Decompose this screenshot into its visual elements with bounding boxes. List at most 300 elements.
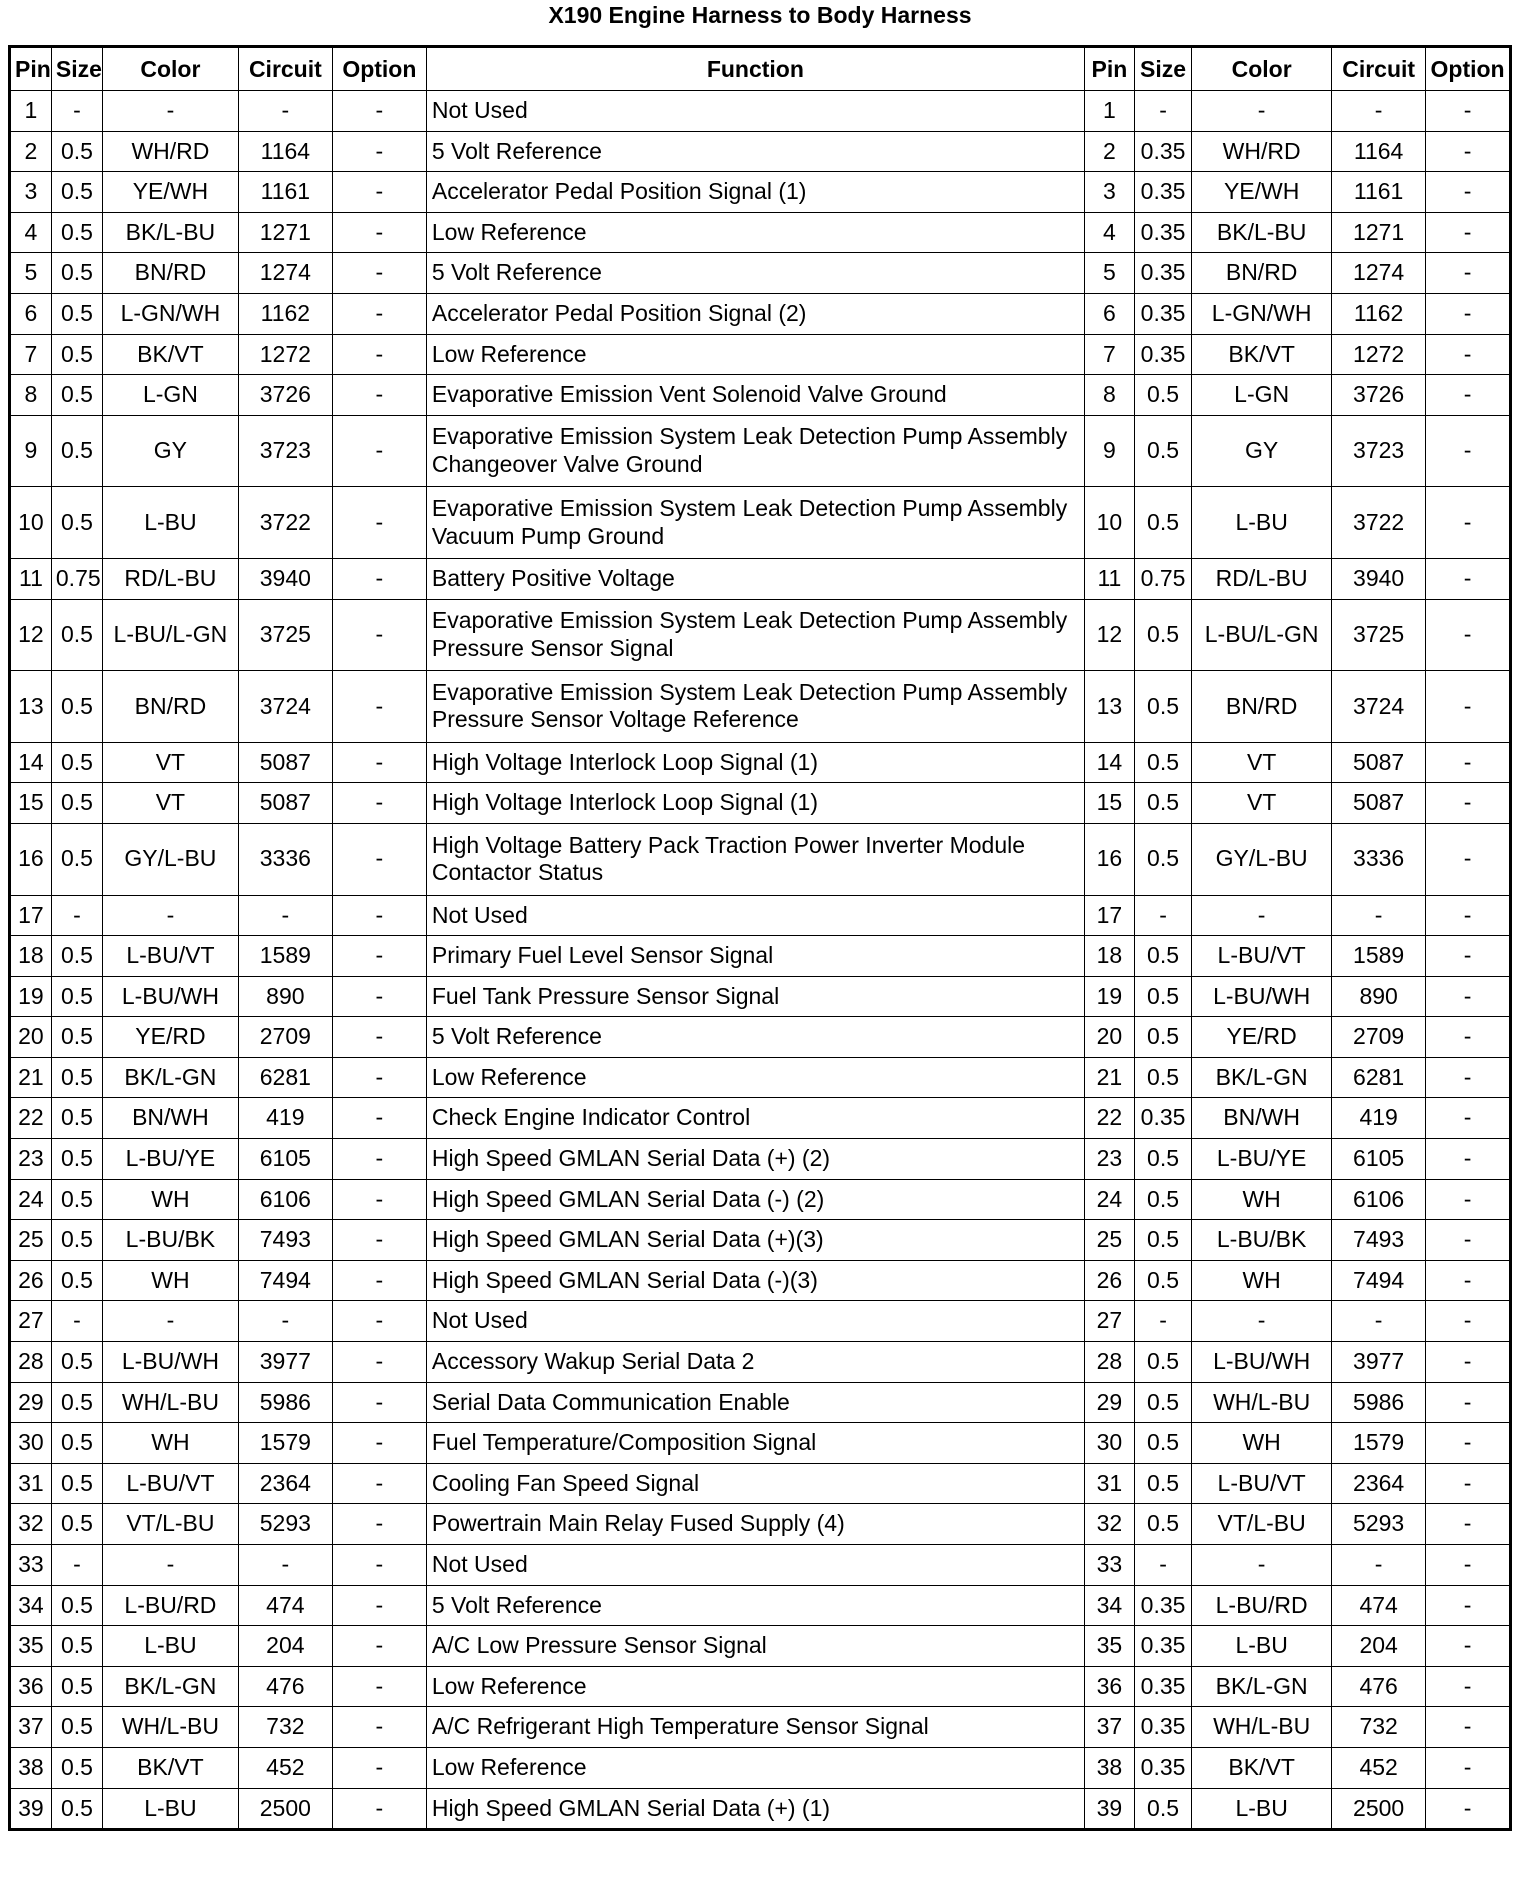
cell-size: 0.5: [51, 599, 102, 671]
cell-circuit: 3977: [238, 1342, 332, 1383]
cell-pin-2: 13: [1084, 671, 1134, 743]
table-row: [10, 1301, 1511, 1342]
cell-size-2: 0.5: [1134, 1504, 1191, 1545]
cell-option-2: -: [1426, 1220, 1511, 1261]
cell-option-2: -: [1426, 1666, 1511, 1707]
cell-circuit: 6105: [238, 1139, 332, 1180]
cell-circuit: 1274: [238, 253, 332, 294]
cell-pin-2: 30: [1084, 1423, 1134, 1464]
cell-color-2: -: [1192, 1545, 1332, 1586]
cell-size: 0.5: [51, 1504, 102, 1545]
cell-size: 0.5: [51, 1057, 102, 1098]
cell-color-2: WH: [1192, 1423, 1332, 1464]
header-option-2: Option: [1426, 47, 1511, 91]
table-row: [10, 742, 1511, 783]
cell-size: -: [51, 895, 102, 936]
cell-option-2: -: [1426, 1057, 1511, 1098]
cell-circuit-2: 5087: [1332, 783, 1426, 824]
cell-pin-2: 36: [1084, 1666, 1134, 1707]
cell-option: -: [332, 976, 426, 1017]
cell-option-2: -: [1426, 1017, 1511, 1058]
cell-color: WH: [102, 1179, 238, 1220]
cell-pin-2: 12: [1084, 599, 1134, 671]
cell-color-2: -: [1192, 91, 1332, 132]
cell-option-2: -: [1426, 823, 1511, 895]
cell-size-2: 0.35: [1134, 293, 1191, 334]
cell-option: -: [332, 1585, 426, 1626]
cell-option-2: -: [1426, 742, 1511, 783]
cell-option: -: [332, 1260, 426, 1301]
cell-color: BN/RD: [102, 253, 238, 294]
cell-color-2: WH/L-BU: [1192, 1707, 1332, 1748]
cell-color-2: VT: [1192, 783, 1332, 824]
cell-pin: 10: [10, 487, 52, 559]
cell-pin-2: 39: [1084, 1788, 1134, 1830]
cell-option-2: -: [1426, 936, 1511, 977]
cell-option: -: [332, 1057, 426, 1098]
cell-function: Not Used: [426, 1301, 1084, 1342]
cell-color: -: [102, 1545, 238, 1586]
cell-circuit: -: [238, 1301, 332, 1342]
cell-option-2: -: [1426, 1585, 1511, 1626]
cell-option-2: -: [1426, 1504, 1511, 1545]
table-row: [10, 1666, 1511, 1707]
cell-option-2: -: [1426, 1098, 1511, 1139]
cell-circuit-2: 1161: [1332, 172, 1426, 213]
cell-color: L-BU/RD: [102, 1585, 238, 1626]
cell-option: -: [332, 742, 426, 783]
cell-function: High Speed GMLAN Serial Data (+) (1): [426, 1788, 1084, 1830]
cell-option: -: [332, 1179, 426, 1220]
cell-circuit-2: 3725: [1332, 599, 1426, 671]
cell-color: BK/VT: [102, 334, 238, 375]
cell-pin: 19: [10, 976, 52, 1017]
cell-option: -: [332, 487, 426, 559]
cell-color-2: BK/L-GN: [1192, 1057, 1332, 1098]
cell-color: L-BU/WH: [102, 976, 238, 1017]
cell-size-2: 0.5: [1134, 1423, 1191, 1464]
cell-option: -: [332, 172, 426, 213]
cell-circuit-2: 1162: [1332, 293, 1426, 334]
cell-size: 0.5: [51, 1747, 102, 1788]
cell-circuit: -: [238, 1545, 332, 1586]
pinout-rows: [10, 91, 1511, 1830]
cell-size-2: 0.5: [1134, 976, 1191, 1017]
cell-pin: 3: [10, 172, 52, 213]
cell-circuit: 3723: [238, 415, 332, 487]
cell-pin-2: 28: [1084, 1342, 1134, 1383]
cell-function: Evaporative Emission System Leak Detection Pump Assembly Changeover Valve Ground: [426, 415, 1084, 487]
cell-option-2: -: [1426, 1179, 1511, 1220]
cell-pin: 12: [10, 599, 52, 671]
cell-pin: 24: [10, 1179, 52, 1220]
cell-option: -: [332, 599, 426, 671]
cell-size-2: 0.5: [1134, 783, 1191, 824]
cell-circuit: 1162: [238, 293, 332, 334]
cell-function: High Speed GMLAN Serial Data (-)(3): [426, 1260, 1084, 1301]
cell-size: 0.5: [51, 1463, 102, 1504]
cell-size-2: 0.35: [1134, 1585, 1191, 1626]
cell-pin-2: 24: [1084, 1179, 1134, 1220]
cell-circuit-2: 3940: [1332, 558, 1426, 599]
cell-size-2: 0.35: [1134, 253, 1191, 294]
table-row: [10, 936, 1511, 977]
cell-color-2: RD/L-BU: [1192, 558, 1332, 599]
header-color: Color: [102, 47, 238, 91]
cell-pin: 39: [10, 1788, 52, 1830]
cell-size-2: -: [1134, 1545, 1191, 1586]
cell-pin-2: 34: [1084, 1585, 1134, 1626]
cell-circuit-2: 2364: [1332, 1463, 1426, 1504]
cell-color: L-BU/BK: [102, 1220, 238, 1261]
cell-color-2: BK/L-BU: [1192, 212, 1332, 253]
cell-pin: 36: [10, 1666, 52, 1707]
cell-circuit: 1272: [238, 334, 332, 375]
cell-function: Check Engine Indicator Control: [426, 1098, 1084, 1139]
header-size: Size: [51, 47, 102, 91]
cell-option-2: -: [1426, 1342, 1511, 1383]
header-function: Function: [426, 47, 1084, 91]
cell-pin-2: 35: [1084, 1626, 1134, 1667]
cell-option-2: -: [1426, 415, 1511, 487]
cell-function: 5 Volt Reference: [426, 1017, 1084, 1058]
cell-pin: 31: [10, 1463, 52, 1504]
cell-option-2: -: [1426, 599, 1511, 671]
cell-pin-2: 22: [1084, 1098, 1134, 1139]
table-row: [10, 1463, 1511, 1504]
cell-color: BK/L-GN: [102, 1666, 238, 1707]
cell-size-2: 0.5: [1134, 1382, 1191, 1423]
cell-option-2: -: [1426, 1301, 1511, 1342]
cell-function: High Speed GMLAN Serial Data (+)(3): [426, 1220, 1084, 1261]
table-row: [10, 487, 1511, 559]
cell-pin-2: 17: [1084, 895, 1134, 936]
cell-size: 0.5: [51, 1220, 102, 1261]
cell-circuit: 3726: [238, 375, 332, 416]
cell-size-2: -: [1134, 895, 1191, 936]
cell-function: Low Reference: [426, 1747, 1084, 1788]
cell-color-2: L-BU/YE: [1192, 1139, 1332, 1180]
table-row: [10, 293, 1511, 334]
cell-function: 5 Volt Reference: [426, 1585, 1084, 1626]
cell-function: Low Reference: [426, 1057, 1084, 1098]
cell-circuit: 732: [238, 1707, 332, 1748]
cell-color-2: L-BU/VT: [1192, 1463, 1332, 1504]
cell-circuit-2: 452: [1332, 1747, 1426, 1788]
cell-size: 0.5: [51, 1423, 102, 1464]
table-row: [10, 976, 1511, 1017]
cell-color-2: -: [1192, 895, 1332, 936]
cell-size: -: [51, 91, 102, 132]
cell-size-2: 0.5: [1134, 1463, 1191, 1504]
cell-size-2: 0.35: [1134, 172, 1191, 213]
cell-pin-2: 15: [1084, 783, 1134, 824]
cell-size: -: [51, 1301, 102, 1342]
cell-circuit: 474: [238, 1585, 332, 1626]
cell-color: WH: [102, 1423, 238, 1464]
cell-option-2: -: [1426, 131, 1511, 172]
cell-option-2: -: [1426, 1423, 1511, 1464]
cell-option: -: [332, 1139, 426, 1180]
cell-size-2: 0.5: [1134, 1260, 1191, 1301]
cell-color: BN/WH: [102, 1098, 238, 1139]
cell-size: 0.5: [51, 415, 102, 487]
cell-function: High Voltage Interlock Loop Signal (1): [426, 783, 1084, 824]
cell-pin: 25: [10, 1220, 52, 1261]
cell-circuit-2: 3977: [1332, 1342, 1426, 1383]
cell-circuit-2: 7494: [1332, 1260, 1426, 1301]
cell-option-2: -: [1426, 1788, 1511, 1830]
cell-circuit: 7494: [238, 1260, 332, 1301]
cell-option: -: [332, 1098, 426, 1139]
cell-color: -: [102, 1301, 238, 1342]
cell-size: 0.5: [51, 1382, 102, 1423]
cell-circuit-2: 419: [1332, 1098, 1426, 1139]
cell-function: Cooling Fan Speed Signal: [426, 1463, 1084, 1504]
cell-circuit: 3722: [238, 487, 332, 559]
cell-size: 0.75: [51, 558, 102, 599]
cell-option-2: -: [1426, 1747, 1511, 1788]
cell-circuit-2: 3724: [1332, 671, 1426, 743]
cell-pin: 33: [10, 1545, 52, 1586]
cell-option: -: [332, 1463, 426, 1504]
cell-size: 0.5: [51, 1342, 102, 1383]
cell-circuit-2: 6281: [1332, 1057, 1426, 1098]
table-row: [10, 1504, 1511, 1545]
cell-size-2: 0.5: [1134, 1179, 1191, 1220]
cell-circuit-2: 1579: [1332, 1423, 1426, 1464]
cell-pin-2: 32: [1084, 1504, 1134, 1545]
cell-color-2: VT: [1192, 742, 1332, 783]
cell-size: 0.5: [51, 1098, 102, 1139]
cell-option: -: [332, 212, 426, 253]
cell-pin: 32: [10, 1504, 52, 1545]
cell-option: -: [332, 1423, 426, 1464]
table-row: [10, 1382, 1511, 1423]
cell-function: Low Reference: [426, 1666, 1084, 1707]
cell-pin-2: 1: [1084, 91, 1134, 132]
header-circuit-2: Circuit: [1332, 47, 1426, 91]
cell-pin-2: 10: [1084, 487, 1134, 559]
cell-color: L-BU/YE: [102, 1139, 238, 1180]
cell-color-2: WH: [1192, 1260, 1332, 1301]
cell-size-2: 0.5: [1134, 1139, 1191, 1180]
cell-option-2: -: [1426, 487, 1511, 559]
cell-color-2: BK/VT: [1192, 334, 1332, 375]
cell-pin-2: 33: [1084, 1545, 1134, 1586]
cell-color: -: [102, 895, 238, 936]
cell-circuit: 2709: [238, 1017, 332, 1058]
cell-circuit-2: -: [1332, 91, 1426, 132]
header-circuit: Circuit: [238, 47, 332, 91]
cell-function: Evaporative Emission System Leak Detection Pump Assembly Vacuum Pump Ground: [426, 487, 1084, 559]
cell-color-2: GY/L-BU: [1192, 823, 1332, 895]
cell-pin-2: 8: [1084, 375, 1134, 416]
cell-circuit: 476: [238, 1666, 332, 1707]
cell-option: -: [332, 131, 426, 172]
cell-function: A/C Low Pressure Sensor Signal: [426, 1626, 1084, 1667]
cell-option: -: [332, 1747, 426, 1788]
cell-function: A/C Refrigerant High Temperature Sensor Signal: [426, 1707, 1084, 1748]
table-row: [10, 212, 1511, 253]
cell-size: 0.5: [51, 823, 102, 895]
table-row: [10, 1585, 1511, 1626]
cell-size-2: 0.35: [1134, 1707, 1191, 1748]
cell-option: -: [332, 895, 426, 936]
cell-option-2: -: [1426, 1626, 1511, 1667]
cell-circuit: 3940: [238, 558, 332, 599]
cell-function: Primary Fuel Level Sensor Signal: [426, 936, 1084, 977]
cell-function: High Speed GMLAN Serial Data (+) (2): [426, 1139, 1084, 1180]
table-row: [10, 1707, 1511, 1748]
cell-circuit-2: 5986: [1332, 1382, 1426, 1423]
cell-circuit-2: 2709: [1332, 1017, 1426, 1058]
cell-color: YE/WH: [102, 172, 238, 213]
cell-circuit-2: 1272: [1332, 334, 1426, 375]
table-row: [10, 375, 1511, 416]
cell-size: 0.5: [51, 1707, 102, 1748]
cell-size-2: 0.35: [1134, 1747, 1191, 1788]
cell-pin-2: 23: [1084, 1139, 1134, 1180]
table-row: [10, 1098, 1511, 1139]
cell-circuit-2: 204: [1332, 1626, 1426, 1667]
cell-size: 0.5: [51, 742, 102, 783]
cell-color: VT: [102, 783, 238, 824]
cell-circuit: -: [238, 91, 332, 132]
cell-size-2: 0.5: [1134, 375, 1191, 416]
cell-option-2: -: [1426, 1382, 1511, 1423]
cell-option-2: -: [1426, 91, 1511, 132]
cell-option: -: [332, 1666, 426, 1707]
cell-circuit: 5293: [238, 1504, 332, 1545]
cell-color-2: L-BU/L-GN: [1192, 599, 1332, 671]
cell-function: Powertrain Main Relay Fused Supply (4): [426, 1504, 1084, 1545]
cell-color: RD/L-BU: [102, 558, 238, 599]
cell-option-2: -: [1426, 334, 1511, 375]
cell-circuit: 1579: [238, 1423, 332, 1464]
cell-option-2: -: [1426, 783, 1511, 824]
header-pin-2: Pin: [1084, 47, 1134, 91]
cell-color: L-GN: [102, 375, 238, 416]
cell-size: 0.5: [51, 172, 102, 213]
cell-pin-2: 11: [1084, 558, 1134, 599]
cell-pin: 13: [10, 671, 52, 743]
table-row: [10, 671, 1511, 743]
cell-circuit: 1161: [238, 172, 332, 213]
cell-color: WH/L-BU: [102, 1707, 238, 1748]
cell-pin: 21: [10, 1057, 52, 1098]
cell-size: 0.5: [51, 976, 102, 1017]
cell-function: Fuel Tank Pressure Sensor Signal: [426, 976, 1084, 1017]
cell-color: VT/L-BU: [102, 1504, 238, 1545]
cell-option: -: [332, 415, 426, 487]
cell-option: -: [332, 1301, 426, 1342]
cell-circuit-2: 7493: [1332, 1220, 1426, 1261]
cell-option: -: [332, 823, 426, 895]
table-row: [10, 1017, 1511, 1058]
cell-size: 0.5: [51, 1017, 102, 1058]
cell-color-2: L-GN/WH: [1192, 293, 1332, 334]
cell-color-2: WH/L-BU: [1192, 1382, 1332, 1423]
table-row: [10, 131, 1511, 172]
cell-function: Low Reference: [426, 212, 1084, 253]
cell-circuit: 2364: [238, 1463, 332, 1504]
cell-color-2: WH/RD: [1192, 131, 1332, 172]
table-title: X190 Engine Harness to Body Harness: [548, 2, 972, 28]
cell-pin-2: 9: [1084, 415, 1134, 487]
cell-size: 0.5: [51, 1585, 102, 1626]
cell-function: High Speed GMLAN Serial Data (-) (2): [426, 1179, 1084, 1220]
cell-function: Evaporative Emission System Leak Detection Pump Assembly Pressure Sensor Signal: [426, 599, 1084, 671]
cell-circuit: 1271: [238, 212, 332, 253]
cell-option-2: -: [1426, 1260, 1511, 1301]
cell-circuit: -: [238, 895, 332, 936]
table-row: [10, 783, 1511, 824]
cell-option-2: -: [1426, 1463, 1511, 1504]
connector-pinout-table: [8, 45, 1512, 1831]
cell-pin: 8: [10, 375, 52, 416]
cell-color: L-BU/L-GN: [102, 599, 238, 671]
cell-circuit: 1164: [238, 131, 332, 172]
cell-function: 5 Volt Reference: [426, 131, 1084, 172]
table-row: [10, 1423, 1511, 1464]
cell-pin: 2: [10, 131, 52, 172]
cell-option: -: [332, 1342, 426, 1383]
cell-size: 0.5: [51, 1260, 102, 1301]
cell-circuit-2: 1274: [1332, 253, 1426, 294]
cell-pin: 1: [10, 91, 52, 132]
cell-option-2: -: [1426, 976, 1511, 1017]
table-row: [10, 1788, 1511, 1830]
cell-size-2: 0.35: [1134, 1098, 1191, 1139]
cell-color-2: L-BU/VT: [1192, 936, 1332, 977]
header-size-2: Size: [1134, 47, 1191, 91]
cell-pin-2: 4: [1084, 212, 1134, 253]
cell-color-2: L-BU: [1192, 487, 1332, 559]
header-row: [10, 47, 1511, 91]
cell-color-2: L-BU: [1192, 1626, 1332, 1667]
cell-size-2: 0.5: [1134, 1788, 1191, 1830]
cell-size: 0.5: [51, 1139, 102, 1180]
cell-option-2: -: [1426, 293, 1511, 334]
cell-option: -: [332, 1504, 426, 1545]
table-row: [10, 415, 1511, 487]
cell-size-2: 0.5: [1134, 671, 1191, 743]
cell-color-2: L-GN: [1192, 375, 1332, 416]
cell-pin-2: 14: [1084, 742, 1134, 783]
cell-color: GY: [102, 415, 238, 487]
cell-option: -: [332, 253, 426, 294]
cell-size-2: 0.35: [1134, 212, 1191, 253]
cell-color: WH/RD: [102, 131, 238, 172]
cell-pin: 34: [10, 1585, 52, 1626]
cell-circuit: 7493: [238, 1220, 332, 1261]
table-row: [10, 1545, 1511, 1586]
cell-function: Accelerator Pedal Position Signal (1): [426, 172, 1084, 213]
table-row: [10, 172, 1511, 213]
cell-size-2: 0.5: [1134, 1342, 1191, 1383]
cell-pin-2: 2: [1084, 131, 1134, 172]
cell-size-2: 0.5: [1134, 823, 1191, 895]
cell-color-2: BN/RD: [1192, 253, 1332, 294]
cell-circuit: 1589: [238, 936, 332, 977]
header-color-2: Color: [1192, 47, 1332, 91]
cell-color: GY/L-BU: [102, 823, 238, 895]
cell-pin-2: 31: [1084, 1463, 1134, 1504]
cell-pin: 27: [10, 1301, 52, 1342]
cell-function: Low Reference: [426, 334, 1084, 375]
cell-option: -: [332, 91, 426, 132]
